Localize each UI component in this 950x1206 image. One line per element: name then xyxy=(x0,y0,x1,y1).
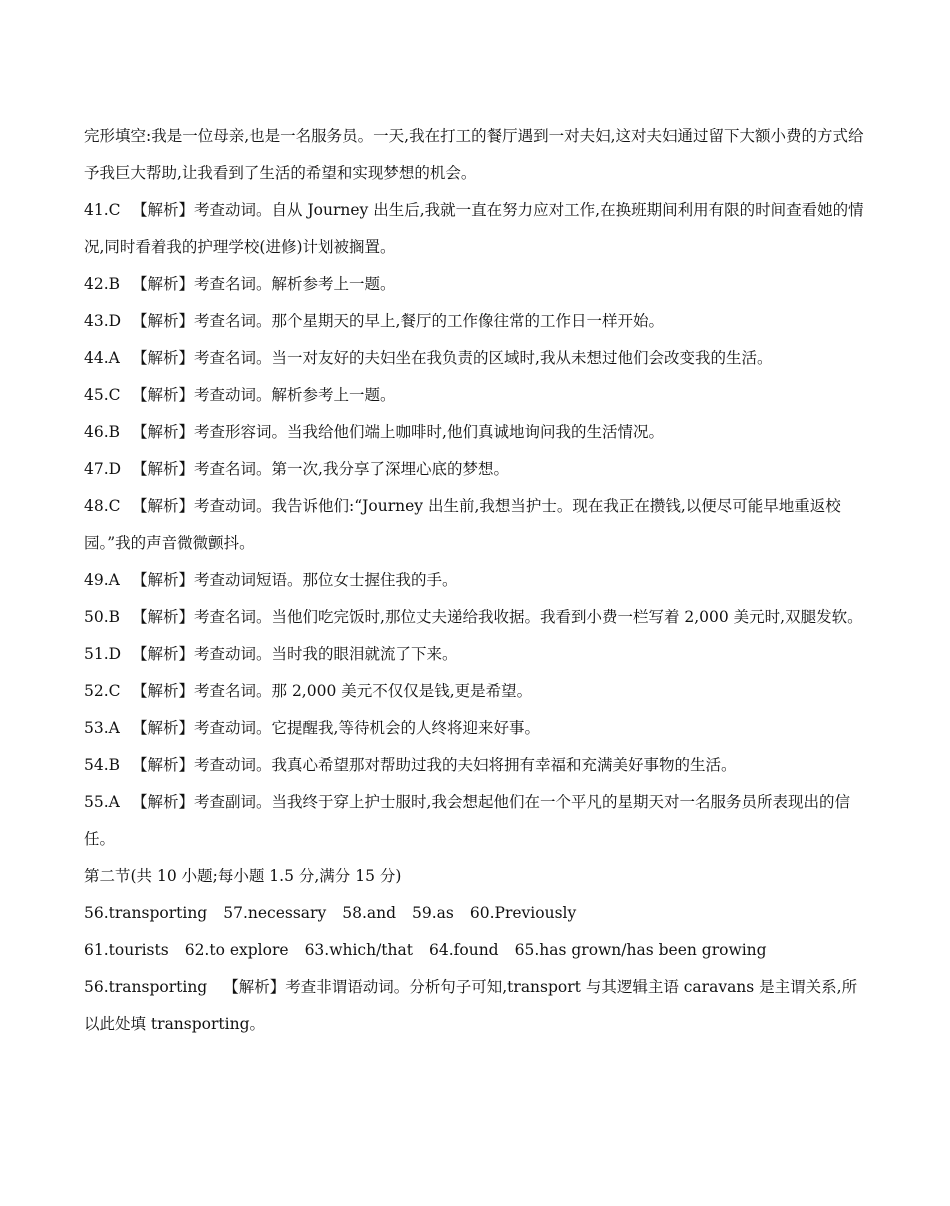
list-item xyxy=(84,414,866,451)
intro-paragraph: 完形填空:我是一位母亲,也是一名服务员。一天,我在打工的餐厅遇到一对夫妇,这对夫妇通过留下大额小费的方式给予我巨大帮助,让我看到了生活的希望和实现梦想的机会。 xyxy=(84,127,864,182)
analysis-tag: 【解析】 xyxy=(132,201,195,219)
item-text: 考查名词。第一次,我分享了深埋心底的梦想。 xyxy=(194,460,509,478)
item-number: 53.A xyxy=(84,719,120,737)
item-text: 考查名词。那个星期天的早上,餐厅的工作像往常的工作日一样开始。 xyxy=(194,312,664,330)
analysis-tag: 【解析】 xyxy=(132,719,195,737)
analysis-tag: 【解析】 xyxy=(132,645,195,663)
item-text: 考查名词。那 2,000 美元不仅仅是钱,更是希望。 xyxy=(194,682,533,700)
item-text: 考查名词。解析参考上一题。 xyxy=(194,275,396,293)
item-number: 50.B xyxy=(84,608,121,626)
answer-item: 57.necessary xyxy=(223,904,327,922)
list-item xyxy=(84,636,866,673)
answer-item: 64.found xyxy=(429,941,499,959)
analysis-tag: 【解析】 xyxy=(132,756,195,774)
answer-page xyxy=(84,118,866,1043)
list-item xyxy=(84,340,866,377)
item-text: 考查动词。自从 Journey 出生后,我就一直在努力应对工作,在换班期间利用有限的时间查看她的情况,同时看着我的护理学校(进修)计划被搁置。 xyxy=(84,201,864,256)
item-text: 考查动词。解析参考上一题。 xyxy=(194,386,396,404)
item-number: 48.C xyxy=(84,497,121,515)
explanation-item xyxy=(84,969,866,1043)
list-item xyxy=(84,192,866,266)
item-number: 44.A xyxy=(84,349,120,367)
item-number: 49.A xyxy=(84,571,120,589)
item-number: 43.D xyxy=(84,312,122,330)
item-text: 考查动词。我告诉他们:“Journey 出生前,我想当护士。现在我正在攒钱,以便尽可能早地重返校园。”我的声音微微颤抖。 xyxy=(84,497,841,552)
answer-item: 62.to explore xyxy=(184,941,289,959)
list-item xyxy=(84,562,866,599)
list-item xyxy=(84,710,866,747)
analysis-tag: 【解析】 xyxy=(132,275,195,293)
item-text: 考查动词。我真心希望那对帮助过我的夫妇将拥有幸福和充满美好事物的生活。 xyxy=(194,756,737,774)
item-text: 考查动词。当时我的眼泪就流了下来。 xyxy=(194,645,458,663)
answer-item: 56.transporting xyxy=(84,904,208,922)
analysis-tag: 【解析】 xyxy=(132,349,195,367)
item-text: 考查非谓语动词。分析句子可知,transport 与其逻辑主语 caravans 是主谓关系,所以此处填 transporting。 xyxy=(84,978,858,1033)
item-number: 55.A xyxy=(84,793,120,811)
list-item xyxy=(84,377,866,414)
list-item xyxy=(84,303,866,340)
list-item xyxy=(84,266,866,303)
item-number: 45.C xyxy=(84,386,121,404)
analysis-tag: 【解析】 xyxy=(223,978,286,996)
analysis-tag: 【解析】 xyxy=(132,423,195,441)
item-text: 考查副词。当我终于穿上护士服时,我会想起他们在一个平凡的星期天对一名服务员所表现出的信任。 xyxy=(84,793,850,848)
answer-item: 65.has grown/has been growing xyxy=(514,941,767,959)
answer-item: 61.tourists xyxy=(84,941,169,959)
list-item xyxy=(84,599,866,636)
item-number: 56.transporting xyxy=(84,978,208,996)
item-number: 51.D xyxy=(84,645,122,663)
list-item xyxy=(84,451,866,488)
item-number: 52.C xyxy=(84,682,121,700)
list-item xyxy=(84,488,866,562)
item-text: 考查名词。当他们吃完饭时,那位丈夫递给我收据。我看到小费一栏写着 2,000 美元时,双腿发软。 xyxy=(194,608,863,626)
answer-item: 60.Previously xyxy=(469,904,577,922)
item-number: 54.B xyxy=(84,756,121,774)
answer-item: 58.and xyxy=(342,904,397,922)
analysis-tag: 【解析】 xyxy=(132,608,195,626)
answer-row-1 xyxy=(84,895,866,932)
item-number: 47.D xyxy=(84,460,122,478)
analysis-tag: 【解析】 xyxy=(132,682,195,700)
analysis-tag: 【解析】 xyxy=(132,793,195,811)
item-text: 考查名词。当一对友好的夫妇坐在我负责的区域时,我从未想过他们会改变我的生活。 xyxy=(194,349,773,367)
analysis-tag: 【解析】 xyxy=(132,312,195,330)
item-text: 考查动词。它提醒我,等待机会的人终将迎来好事。 xyxy=(194,719,540,737)
analysis-tag: 【解析】 xyxy=(132,571,195,589)
answer-item: 63.which/that xyxy=(304,941,413,959)
section-heading: 第二节(共 10 小题;每小题 1.5 分,满分 15 分) xyxy=(84,867,402,885)
list-item xyxy=(84,784,866,858)
item-number: 46.B xyxy=(84,423,121,441)
item-text: 考查动词短语。那位女士握住我的手。 xyxy=(194,571,458,589)
analysis-tag: 【解析】 xyxy=(132,497,195,515)
list-item xyxy=(84,747,866,784)
answer-row-2 xyxy=(84,932,866,969)
analysis-tag: 【解析】 xyxy=(132,460,195,478)
analysis-tag: 【解析】 xyxy=(132,386,195,404)
item-number: 42.B xyxy=(84,275,121,293)
list-item xyxy=(84,673,866,710)
item-text: 考查形容词。当我给他们端上咖啡时,他们真诚地询问我的生活情况。 xyxy=(194,423,664,441)
answer-item: 59.as xyxy=(412,904,454,922)
item-number: 41.C xyxy=(84,201,121,219)
